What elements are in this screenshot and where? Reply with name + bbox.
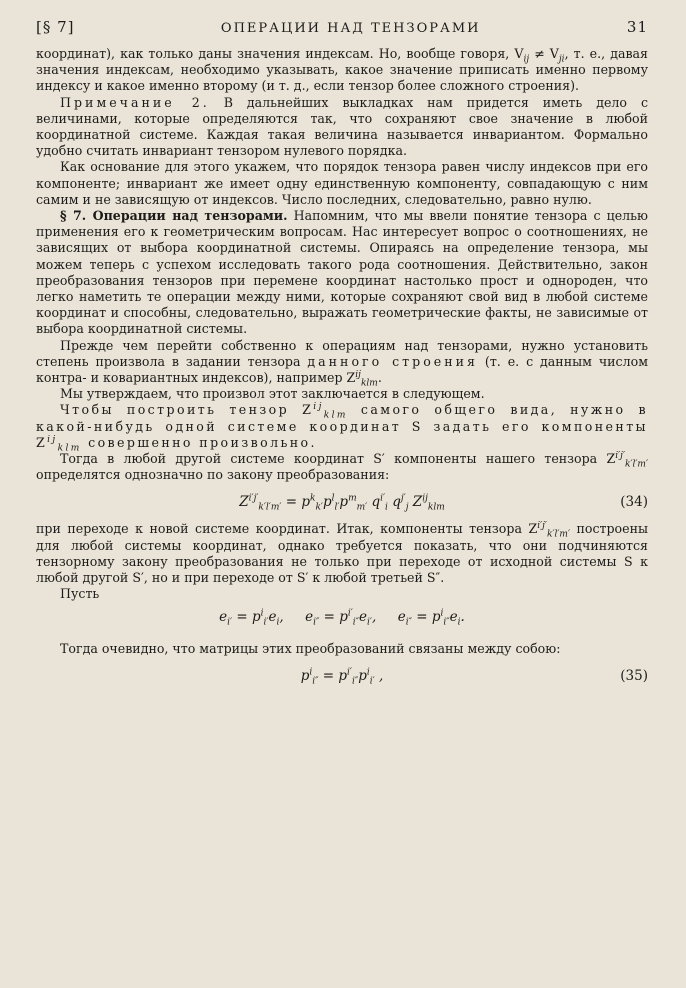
paragraph: при переходе к новой системе координат. Итак, компоненты тензора $Z^{i'j'}_{k'l'm'}$ построены для любой системы координат, однако требуется показать, что они подчиняются тензорному закону преобразования не только при переходе от исходной системы S к любой другой S′, но и при переходе от S′ к любой третьей S″.	[36, 521, 648, 586]
running-title: ОПЕРАЦИИ НАД ТЕНЗОРАМИ	[220, 21, 481, 36]
running-header	[36, 18, 648, 36]
paragraph: координат), как только даны значения индексам. Но, вообще говоря, $V_{ij} \ne V_{ji}$, т. е., давая значения индексам, необходимо указывать, какое значение приписать именно первому индексу и какое именно второму (и т. д., если тензор более сложного строения).	[36, 46, 648, 94]
note-paragraph: Примечание 2. В дальнейших выкладках нам придется иметь дело с величинами, которые определяются так, что сохраняют свое значение в любой координатной системе. Каждая такая величина называется инвариантом. Формально удобно считать инвариант тензором нулевого порядка.	[36, 94, 649, 159]
section-ref: [§ 7]	[36, 18, 75, 36]
body-text	[36, 46, 648, 695]
paragraph: Мы утверждаем, что произвол этот заключается в следующем.	[60, 386, 485, 402]
page-number: 31	[626, 18, 648, 36]
paragraph: Тогда очевидно, что матрицы этих преобразований связаны между собою:	[60, 640, 561, 656]
paragraph: Тогда в любой другой системе координат S′ компоненты нашего тензора $Z^{i'j'}_{k'l'm'}$ определятся однозначно по закону преобразования:	[36, 450, 648, 483]
equation-35: $p^i_{i''} = p^{i'}_{i''}p^i_{i'}$ , (35)	[300, 667, 648, 687]
equation-number: (34)	[620, 494, 648, 511]
note-label: Примечание 2.	[60, 94, 210, 110]
section-paragraph: § 7. Операции над тензорами. Напомним, что мы ввели понятие тензора с целью применения его к геометрическим вопросам. Нас интересует вопрос о соотношениях, не зависящих от выбора координатной системы. Опираясь на определение тензора, мы можем теперь с успехом исследовать такого рода соотношения. Действительно, закон преобразования тензоров при перемене координат настолько прост и однороден, что легко наметить те операции между ними, которые сохраняют свой вид в любой системе координат и способны, следовательно, выражать геометрические факты, не зависимые от выбора координатной системы.	[36, 208, 648, 337]
section-heading: § 7. Операции над тензорами.	[60, 208, 288, 224]
paragraph: Чтобы построить тензор $Z^{ij}_{klm}$ самого общего вида, нужно в какой-нибудь одной системе координат S задать его компоненты $Z^{ij}_{klm}$ совершенно произвольно.	[36, 402, 649, 454]
paragraph: Пусть	[60, 586, 100, 602]
paragraph: Прежде чем перейти собственно к операциям над тензорами, нужно установить степень произвола в задании тензора данного строения (т. е. с данным числом контра- и ковариантных индексов), например $Z^{ij}_{klm}$.	[36, 337, 648, 389]
equation-34: $Z^{i'j'}_{k'l'm'} = p^k_{k'}p^l_{l'}p^m_{m'}$ $q^{i'}_i$ $q^{j'}_j$ $Z^{ij}_{klm}$ (34)	[239, 493, 648, 514]
basis-transform-equations: $e_{i'} = p^i_{i'}e_i$, $e_{i''} = p^{i'}_{i''}e_{i'}$, $e_{i''} = p^i_{i''}e_i$.	[219, 608, 465, 629]
paragraph: Как основание для этого укажем, что порядок тензора равен числу индексов при его компоненте; инвариант же имеет одну единственную компоненту, совпадающую с ним самим и не зависящую от индексов. Число последних, следовательно, равно нулю.	[36, 159, 648, 207]
equation-number: (35)	[620, 667, 648, 684]
